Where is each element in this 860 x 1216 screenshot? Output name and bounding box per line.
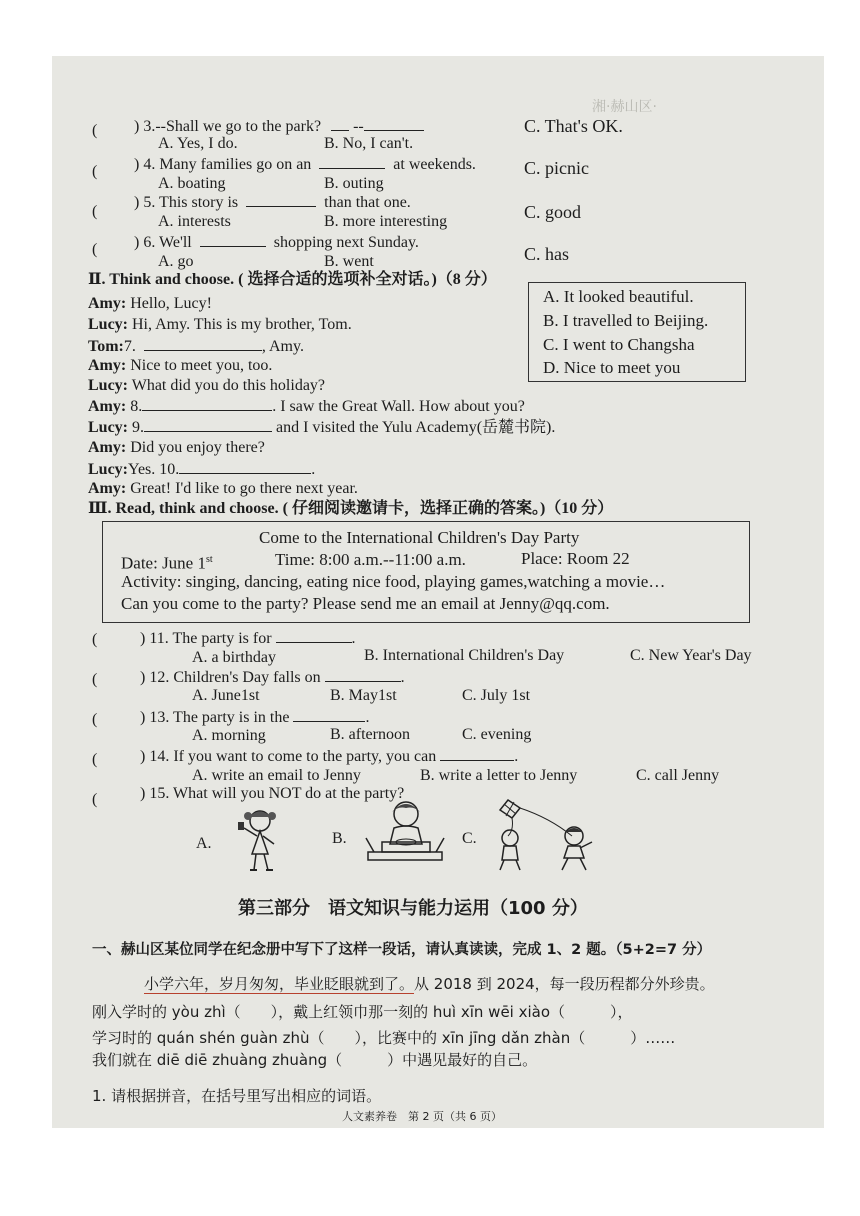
dialog-line: Amy: Nice to meet you, too.: [88, 357, 273, 374]
answer-bracket: (: [92, 203, 98, 220]
section-2-title: Ⅱ. Think and choose. ( 选择合适的选项补全对话。)（8 分）: [88, 271, 497, 288]
option-a: A. write an email to Jenny: [192, 767, 361, 784]
option-a: A. June1st: [192, 687, 260, 704]
question-stem: ) 5. This story is: [134, 194, 239, 211]
kite-flying-kids-picture: [488, 796, 598, 874]
option-b: B. write a letter to Jenny: [420, 767, 578, 784]
option-b: B. more interesting: [324, 213, 448, 230]
answer-bracket: (: [92, 711, 98, 728]
answer-blank-7[interactable]: [144, 336, 262, 351]
dialog-line: Tom:7. , Amy.: [88, 338, 304, 355]
singing-girl-picture: [230, 804, 290, 880]
answer-blank[interactable]: [246, 192, 316, 207]
invite-place: Place: Room 22: [521, 549, 630, 568]
answer-bracket: (: [92, 751, 98, 768]
option-c: C. call Jenny: [636, 767, 720, 784]
option-c: C. evening: [462, 726, 532, 743]
choice-a: A. It looked beautiful.: [543, 287, 694, 306]
question-stem: ) 3.--Shall we go to the park?: [134, 118, 322, 135]
choice-c: C. I went to Changsha: [543, 335, 695, 354]
answer-blank[interactable]: [293, 707, 365, 722]
option-b: B. No, I can't.: [324, 135, 414, 152]
question-stem-post: than that one.: [324, 194, 411, 211]
answer-blank[interactable]: [325, 667, 401, 682]
sub-question-1: 1. 请根据拼音，在括号里写出相应的词语。: [92, 1087, 382, 1105]
answer-blank-9[interactable]: [144, 417, 272, 432]
dialog-line: Amy: 8. . I saw the Great Wall. How about you?: [88, 398, 525, 415]
invite-email: Can you come to the party? Please send me an email at Jenny@qq.com.: [121, 594, 610, 613]
invite-activity: Activity: singing, dancing, eating nice food, playing games,watching a movie…: [121, 572, 666, 591]
option-c-label: C.: [462, 830, 477, 847]
passage-line-2: 刚入学时的 yòu zhì（ ），戴上红领巾那一刻的 huì xīn wēi xiào（ ），: [92, 1003, 633, 1021]
option-b: B. International Children's Day: [364, 647, 565, 664]
chinese-question-intro: 一、赫山区某位同学在纪念册中写下了这样一段话，请认真读读，完成 1、2 题。（5+2=7 分）: [92, 942, 712, 958]
question-stem-post: --: [353, 118, 364, 135]
answer-blank[interactable]: [364, 116, 424, 131]
option-c: C. picnic: [524, 158, 589, 178]
answer-blank[interactable]: [331, 116, 349, 131]
option-a: A. morning: [192, 727, 266, 744]
answer-bracket: (: [92, 163, 98, 180]
option-a: A. a birthday: [192, 649, 276, 666]
part-3-heading: 第三部分 语文知识与能力运用（100 分）: [238, 898, 588, 919]
answer-blank-10[interactable]: [179, 459, 311, 474]
option-a: A. boating: [158, 175, 226, 192]
choice-b: B. I travelled to Beijing.: [543, 311, 709, 330]
dialog-line: Amy: Great! I'd like to go there next year.: [88, 480, 358, 497]
section-3-title: Ⅲ. Read, think and choose. ( 仔细阅读邀请卡，选择正确的答案。)（10 分）: [88, 500, 614, 517]
invite-date: Date: June 1st: [121, 553, 213, 573]
exam-page: 湘·赫山区· ( ) 3.--Shall we go to the park? -- A. Yes, I do. B. No, I can't. C. That's OK. ( ) 4. Many families go on an at weekends. A. boating B. outing C. picnic ( ) 5. This story is than that one. A. interests B. more interesting C. good ( ) 6. We'll shopping next Sunday. A. go B. went C. has Ⅱ. Think and choose. ( 选择合适的选项补全对话。)（8 分） A. It looked beautiful. B. I travelled to Beijing. C. I went to Changsha D. Nice to meet you Amy: Hello, Lucy! Lucy: Hi, Amy. This is my brother, Tom. Tom:7. , Amy. Amy: Nice to meet you, too. Lucy: What did you do this holiday? Amy: 8. . I saw the Great Wall. How about you? Lucy: 9. and I visited the Yulu Academy(岳麓书院). Amy: Did you enjoy there? Lucy:Yes. 10. . Amy: Great! I'd like to go there next year. Ⅲ. Read, think and choose. ( 仔细阅读邀请卡，选择正确的答案。)（10 分） Come to the International Children's Day Party Date: June 1st Time: 8:00 a.m.--11:00 a.m. Place: Room 22 Activity: singing, dancing, eating nice food, playing games,watching a movie… Can you come to the party? Please send me an email at Jenny@qq.com. ( ) 11. The party is for . A. a birthday B. International Children's Day C. New Year's Day ( ) 12. Children's Day falls on . A. June1st B. May1st C. July 1st ( ) 13. The party is in the . A. morning B. afternoon C. evening ( ) 14. If you want to come to the party, you can . A. write an email to Jenny B. write a letter to Jenny C. call Jenny ( ) 15. What will you NOT do at the party? A. B. C. 第三部分 语文知识与能力运用（100 分） 一、赫山区某位同学在纪念册中写下了这样一段话，请认真读读，完成 1、2 题。（5+2=7 分） 小学六年，岁月匆匆，毕业眨眼就到了。从 2018 到 2024，每一段历程都分外珍贵。 刚入学时的 yòu zhì（ ），戴上红领巾那一刻的 huì xīn wēi xiào（ ）， 学习时的 quán shén guàn zhù（ ），比赛中的 xīn jīng dǎn zhàn（ ）…… 我们就在 diē diē zhuàng zhuàng（ ）中遇见最好的自己。 1. 请根据拼音，在括号里写出相应的词语。 人文素养卷 第 2 页（共 6 页）: [52, 56, 824, 1128]
option-b: B. May1st: [330, 687, 397, 704]
answer-bracket: (: [92, 122, 98, 139]
invitation-card: [102, 521, 750, 623]
answer-blank[interactable]: [200, 232, 266, 247]
option-c: C. July 1st: [462, 687, 531, 704]
invite-title: Come to the International Children's Day Party: [259, 528, 580, 547]
passage-line-3: 学习时的 quán shén guàn zhù（ ），比赛中的 xīn jīng dǎn zhàn（ ）……: [92, 1029, 676, 1047]
option-c: C. good: [524, 202, 582, 222]
bleed-through-text: 湘·赫山区·: [592, 99, 657, 115]
dialog-line: Lucy:Yes. 10. .: [88, 461, 316, 478]
option-b: B. outing: [324, 175, 384, 192]
question-stem: ) 6. We'll: [134, 234, 192, 251]
page-footer: 人文素养卷 第 2 页（共 6 页）: [342, 1110, 502, 1123]
answer-blank[interactable]: [319, 154, 385, 169]
option-c: C. has: [524, 244, 569, 264]
invite-time: Time: 8:00 a.m.--11:00 a.m.: [275, 550, 466, 569]
option-a: A. Yes, I do.: [158, 135, 238, 152]
option-b-label: B.: [332, 830, 347, 847]
option-a: A. interests: [158, 213, 231, 230]
answer-bracket: (: [92, 241, 98, 258]
dialog-line: Lucy: 9. and I visited the Yulu Academy(岳麓书院).: [88, 419, 556, 436]
underlined-sentence: 小学六年，岁月匆匆，毕业眨眼就到了。: [144, 975, 415, 993]
passage-line-1: 小学六年，岁月匆匆，毕业眨眼就到了。从 2018 到 2024，每一段历程都分外珍贵。: [144, 975, 715, 993]
option-a: A. go: [158, 253, 194, 270]
answer-blank-8[interactable]: [142, 396, 272, 411]
answer-bracket: (: [92, 671, 98, 688]
choice-d: D. Nice to meet you: [543, 358, 681, 377]
answer-blank[interactable]: [440, 746, 514, 761]
dialog-line: Amy: Did you enjoy there?: [88, 439, 265, 456]
dialog-line: Lucy: What did you do this holiday?: [88, 377, 326, 394]
answer-blank[interactable]: [276, 628, 352, 643]
eating-girl-picture: [362, 798, 448, 868]
question-stem-post: at weekends.: [393, 156, 476, 173]
answer-bracket: (: [92, 791, 98, 808]
dialog-line: Lucy: Hi, Amy. This is my brother, Tom.: [88, 316, 352, 333]
dialog-line: Amy: Hello, Lucy!: [88, 295, 212, 312]
answer-bracket: (: [92, 631, 98, 648]
choice-box: [528, 282, 746, 382]
option-a-label: A.: [196, 835, 212, 852]
option-b: B. went: [324, 253, 374, 270]
question-stem-post: shopping next Sunday.: [273, 234, 419, 251]
passage-line-4: 我们就在 diē diē zhuàng zhuàng（ ）中遇见最好的自己。: [92, 1051, 538, 1069]
option-b: B. afternoon: [330, 726, 410, 743]
option-c: C. That's OK.: [524, 116, 623, 136]
option-c: C. New Year's Day: [630, 647, 752, 664]
question-stem: ) 4. Many families go on an: [134, 156, 312, 173]
